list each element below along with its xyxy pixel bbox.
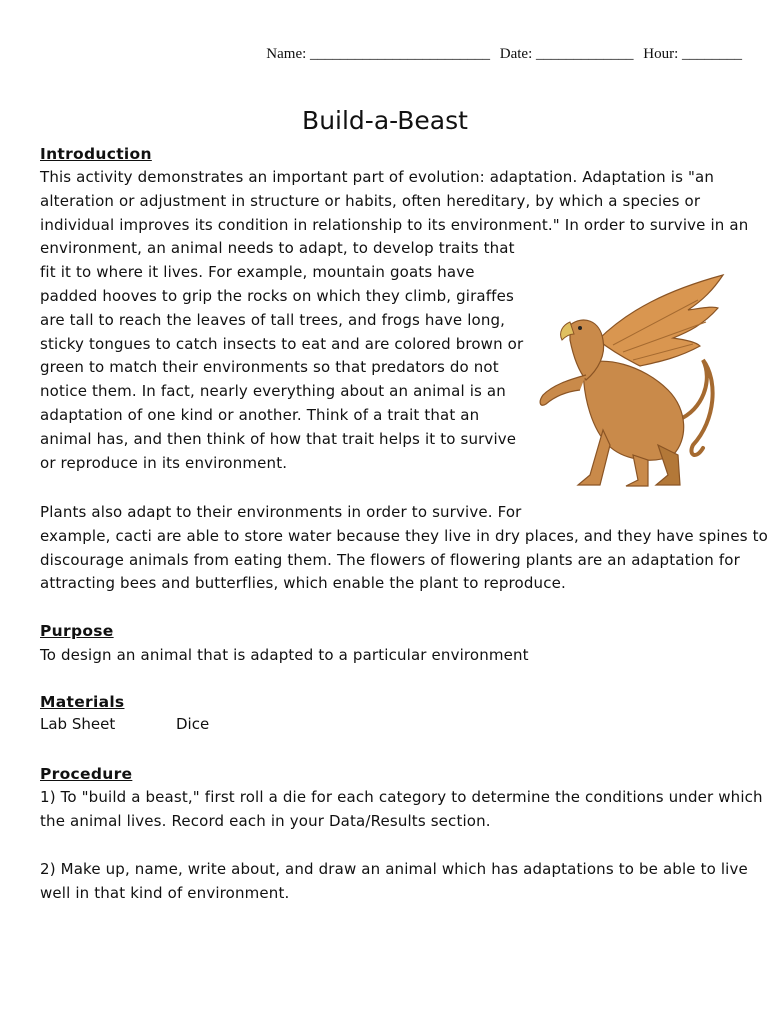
procedure-step-2 <box>40 858 750 906</box>
hour-field[interactable]: Hour: ________ <box>643 46 742 62</box>
text-line: example, cacti are able to store water because they live in dry places, and they have spines to <box>40 526 768 545</box>
text-line: alteration or adjustment in structure or habits, often hereditary, by which a species or <box>40 191 701 210</box>
page-title: Build-a-Beast <box>302 106 468 135</box>
student-info-header <box>266 46 742 63</box>
text-line: attracting bees and butterflies, which enable the plant to reproduce. <box>40 574 566 593</box>
text-line: notice them. In fact, nearly everything about an animal is an <box>40 382 506 401</box>
procedure-heading: Procedure <box>40 765 133 783</box>
text-line: padded hooves to grip the rocks on which they climb, giraffes <box>40 286 514 305</box>
text-line: animal has, and then think of how that trait helps it to survive <box>40 429 517 448</box>
text-line: 1) To "build a beast," first roll a die for each category to determine the conditions under which <box>40 788 763 806</box>
introduction-paragraph-2 <box>40 501 768 596</box>
materials-item: Lab Sheet <box>40 715 116 733</box>
introduction-heading: Introduction <box>40 145 152 163</box>
griffin-illustration-icon <box>528 270 728 495</box>
text-line: are tall to reach the leaves of tall trees, and frogs have long, <box>40 310 506 329</box>
text-line: individual improves its condition in relationship to its environment." In order to survive in an <box>40 215 749 234</box>
text-line: fit it to where it lives. For example, mountain goats have <box>40 263 475 282</box>
text-line: environment, an animal needs to adapt, to develop traits that <box>40 239 515 258</box>
text-line: well in that kind of environment. <box>40 883 290 902</box>
text-line: sticky tongues to catch insects to eat and are colored brown or <box>40 334 524 353</box>
materials-list <box>40 715 209 733</box>
text-line: This activity demonstrates an important part of evolution: adaptation. Adaptation is "an <box>40 168 715 186</box>
name-field[interactable]: Name: ________________________ <box>266 46 491 62</box>
purpose-heading: Purpose <box>40 622 114 640</box>
text-line: Plants also adapt to their environments in order to survive. For <box>40 503 522 521</box>
text-line: or reproduce in its environment. <box>40 453 288 472</box>
materials-heading: Materials <box>40 693 125 711</box>
purpose-text: To design an animal that is adapted to a particular environment <box>40 646 529 664</box>
text-line: 2) Make up, name, write about, and draw an animal which has adaptations to be able to live <box>40 860 748 878</box>
materials-item: Dice <box>176 715 210 733</box>
text-line: adaptation of one kind or another. Think of a trait that an <box>40 405 480 424</box>
text-line: the animal lives. Record each in your Data/Results section. <box>40 811 491 830</box>
date-field[interactable]: Date: _____________ <box>499 46 634 62</box>
procedure-step-1 <box>40 786 763 834</box>
text-line: discourage animals from eating them. The flowers of flowering plants are an adaptation for <box>40 550 740 569</box>
text-line: green to match their environments so that predators do not <box>40 358 499 377</box>
